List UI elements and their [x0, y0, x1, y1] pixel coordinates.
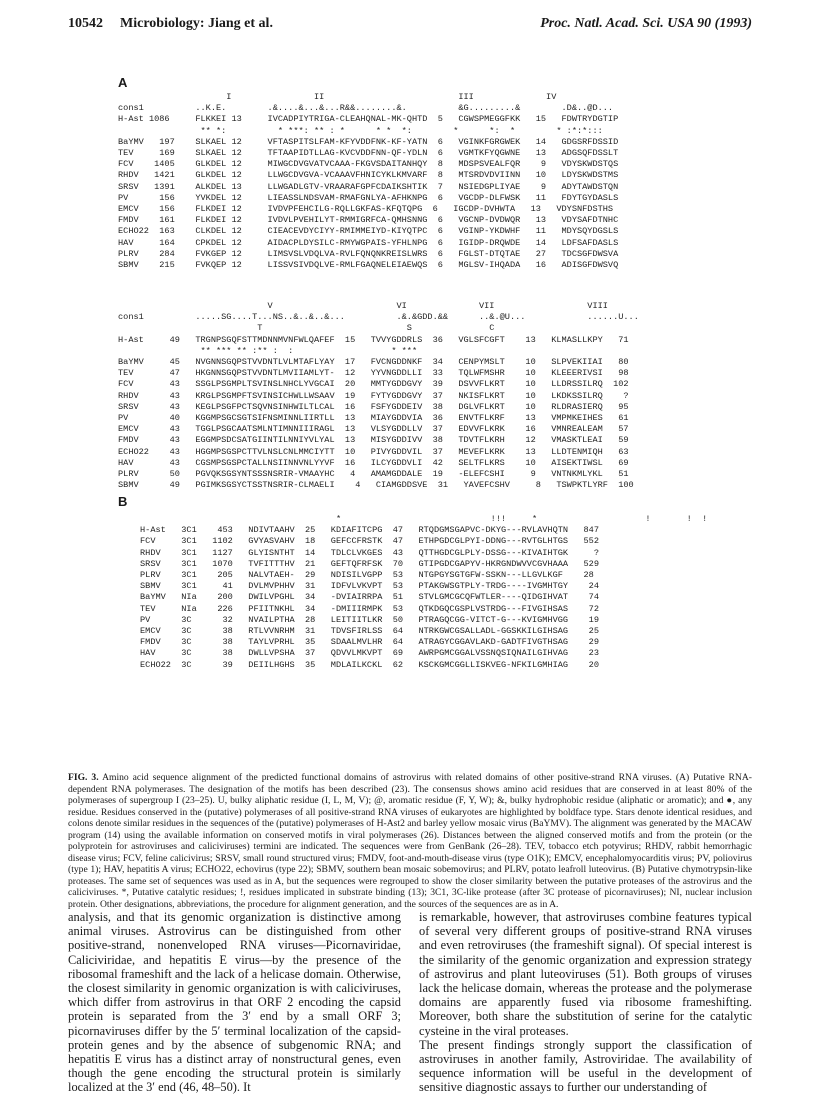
alignment-row: RHDV 1421 GLKDEL 12 LLWGCDVGVA-VCAAAVFHNICYKLKMVARF 8 MTSRDVDVIINN 10 LDYSKWDSTMS: [118, 170, 619, 181]
alignment-row: H-Ast 49 TRGNPSGQFSTTMDNNMVNFWLQAFEF 15 TVVYGDDRLS 36 VGLSFCGFT 13 KLMASLLKPY 71: [118, 334, 629, 345]
alignment-row: ** *** ** :** : : * ***: [118, 345, 418, 356]
alignment-row: * !!! * ! ! !: [140, 514, 708, 524]
alignment-row: ECHO22 3C 39 DEIILHGHS 35 MDLAILKCKL 62 KSCKGMCGGLLISKVEG-NFKILGMHIAG 20: [140, 659, 599, 670]
page-number: 10542: [68, 16, 103, 31]
figure-caption: [68, 772, 752, 910]
alignment-row: TEV NIa 226 PFIITNKHL 34 -DMIIIRMPK 53 QTKDGQCGSPLVSTRDG---FIVGIHSAS 72: [140, 603, 599, 614]
figure-caption-text: Amino acid sequence alignment of the predicted functional domains of astrovirus with related domains of other positive-strand RNA viruses. (A) Putative RNA-dependent RNA polymerases. The designation of the motifs has been described (23). The consensus shows amino acid residues that are conserved in at least 80% of the polymerases of supergroup I (23–25). U, bulky aliphatic residue (I, L, M, V); @, aromatic residue (F, Y, W); &, bulky hydrophobic residue (aliphatic or aromatic); and ●, any residue. Residues conserved in the (putative) polymerases of all positive-strand RNA viruses of eukaryotes are highlighted by boldface type. Stars denote identical residues, and colons denote similar residues in the sequences of the (putative) polymerases of H-Ast2 and barley yellow mosaic virus (BaYMV). The alignment was generated by the MACAW program (14) using the available information on conserved motifs in viral polymerases (26). Distances between the aligned conserved motifs and from the protein (or the polyprotein for astroviruses and caliciviruses) termini are indicated. The sequences were from GenBank (26–28). TEV, tobacco etch potyvirus; RHDV, rabbit hemorrhagic disease virus; FCV, feline calicivirus; SRSV, small round structured virus; FMDV, foot-and-mouth-disease virus (type O1K); EMCV, encephalomyocarditis virus; PV, poliovirus (type 1); HAV, hepatitis A virus; ECHO22, echovirus (type 22); SBMV, southern bean mosaic sobemovirus; and PLRV, potato leafroll luteovirus. (B) Putative chymotrypsin-like proteases. The same set of sequences was used as in A, but the sequences were regrouped to show the closer similarity between the putative proteases of the astrovirus and the caliciviruses. *, Putative catalytic residues; !, residues implicated in substrate binding (13); 3C1, 3C-like protease (after 3C protease of picornaviruses); NI, nuclear inclusion protein. Other designations, abbreviations, the procedure for alignment generation, and the sources of the sequences are as in A.: [68, 772, 752, 910]
alignment-row: EMCV 43 TGGLPSGCAATSMLNTIMNNIIIRAGL 13 VLSYGDDLLV 37 EDVVFLKRK 16 VMNREALEAM 57: [118, 424, 629, 435]
alignment-row: PV 40 KGGMPSGCSGTSIFNSMINNLIIRTLL 13 MIAYGDDVIA 36 ENVTFLKRF 13 VMPMKEIHES 61: [118, 413, 629, 424]
alignment-row: PV 3C 32 NVAILPTHA 28 LEITIITLKR 50 PTRAGQCGG-VITCT-G---KVIGMHVGG 19: [140, 614, 599, 625]
alignment-row: EMCV 156 FLKDEI 12 IVDVPFEHCILG-RQLLGKFAS-KFQTQPG 6 IGCDP-DVHWTA 13 VDYSNFDSTHS: [118, 204, 614, 215]
alignment-row: BaYMV NIa 200 DWILVPGHL 34 -DVIAIRRPA 51 STVLGMCGCQFWTLER----QIDGIHVAT 74: [140, 592, 599, 603]
alignment-row: SBMV 215 FVKQEP 12 LISSVSIVDQLVE-RMLFGAQNELEIAEWQS 6 MGLSV-IHQADA 16 ADISGFDWSVQ: [118, 260, 619, 271]
alignment-row: FMDV 161 FLKDEI 12 IVDVLPVEHILYT-RMMIGRFCA-QMHSNNG 6 VGCNP-DVDWQR 13 VDYSAFDTNHC: [118, 215, 619, 226]
alignment-row: BaYMV 45 NVGNNSGQPSTVVDNTLVLMTAFLYAY 17 FVCNGDDNKF 34 CENPYMSLT 10 SLPVEKIIAI 80: [118, 357, 629, 368]
panel-b-label: B: [118, 494, 128, 509]
alignment-row: TEV 169 SLKAEL 12 TFTAAPIDTLLAG-KVCVDDFNN-QF-YDLN 6 VGMTKFYQGWNE 13 ADGSQFDSSLT: [118, 148, 619, 159]
page-header: [68, 16, 752, 36]
alignment-row: ** *: * ***: ** : * * * *: * *: * * :*:*:::: [118, 125, 603, 136]
figure-label: FIG. 3.: [68, 772, 99, 783]
alignment-row: SRSV 1391 ALKDEL 13 LLWGADLGTV-VRAARAFGPFCDAIKSHTIK 7 NSIEDGPLIYAE 9 ADYTAWDSTQN: [118, 181, 619, 192]
alignment-row: cons1 ..K.E. .&....&...&...R&&........&. &G.........& .D&..@D...: [118, 103, 614, 114]
running-head-left: Microbiology: Jiang et al.: [120, 16, 273, 31]
alignment-row: RHDV 43 KRGLPSGMPFTSVINSICHWLLWSAAV 19 FYTYGDDGVY 37 NKISFLKRT 10 LKDKSSILRQ ?: [118, 390, 629, 401]
alignment-row: HAV 43 CGSMPSGSPCTALLNSIINNVNLYYVF 16 ILCYGDDVLI 42 SELTFLKRS 10 AISEKTIWSL 69: [118, 457, 629, 468]
alignment-row: FCV 1405 GLKDEL 12 MIWGCDVGVATVCAAA-FKGVSDAITANHQY 8 MDSPSVEALFQR 9 VDYSKWDSTQS: [118, 159, 619, 170]
alignment-row: PLRV 50 PGVQKSGSYNTSSSNSRIR-VMAAYHC 4 AMAMGDDALE 19 -ELEFCSHI 9 VNTNKMLYKL 51: [118, 469, 629, 480]
alignment-row: HAV 3C 38 DWLLVPSHA 37 QDVVLMKVPT 69 AWRPGMCGGALVSSNQSIQNAILGIHVAG 23: [140, 648, 599, 659]
running-head-right: Proc. Natl. Acad. Sci. USA 90 (1993): [540, 16, 752, 31]
alignment-row: HAV 164 CPKDEL 12 AIDACPLDYSILC-RMYWGPAIS-YFHLNPG 6 IGIDP-DRQWDE 14 LDFSAFDASLS: [118, 237, 619, 248]
panel-a-label: A: [118, 75, 128, 90]
body-text-left-column: analysis, and that its genomic organization is distinctive among animal viruses. Astrovirus can be distinguished from other positive-strand, nonenveloped RNA viruses—Picornaviridae, Caliciviridae, and hepatitis E virus—by the presence of the ribosomal frameshift and the lack of a helicase domain. Otherwise, the closest similarity in genomic organization is with caliciviruses, which differ from astrovirus in that ORF 2 encoding the capsid protein is separated from the 3′ end by a small ORF 3; picornaviruses differ by the 5′ terminal localization of the capsid-protein genes and by the absence of subgenomic RNA; and hepatitis E virus has a distinct array of nonstructural genes, even though the gene encoding the structural protein is similarly localized at the 3′ end (46, 48–50). It: [68, 910, 401, 1095]
alignment-row: PV 156 YVKDEL 12 LIEASSLNDSVAM-RMAFGNLYA-AFHKNPG 6 VGCDP-DLFWSK 11 FDYTGYDASLS: [118, 192, 619, 203]
alignment-row: cons1 .....SG....T...NS..&..&..&... .&.&GDD.&& ..&.@U... ......U...: [118, 312, 639, 323]
alignment-row: FCV 43 SSGLPSGMPLTSVINSLNHCLYVGCAI 20 MMTYGDDGVY 39 DSVVFLKRT 10 LLDRSSILRQ 102: [118, 379, 629, 390]
alignment-row: FMDV 3C 38 TAYLVPRHL 35 SDAALMVLHR 64 ATRAGYCGGAVLAKD-GADTFIVGTHSAG 29: [140, 637, 599, 648]
alignment-row: SBMV 49 PGIMKSGSYCTSSTNSRIR-CLMAELI 4 CIAMGDDSVE 31 YAVEFCSHV 8 TSWPKTLYRF 100: [118, 480, 634, 491]
alignment-row: FCV 3C1 1102 GVYASVAHV 18 GEFCCFRSTK 47 ETHPGDCGLPYI-DDNG---RVTGLHTGS 552: [140, 536, 599, 547]
alignment-row: ECHO22 43 HGGMPSGSPCTTVLNSLCNLMMCIYTT 10 PIVYGDDVIL 37 MEVEFLKRK 13 LLDTENMIQH 63: [118, 446, 629, 457]
alignment-row: I II III IV: [118, 92, 557, 102]
alignment-row: RHDV 3C1 1127 GLYISNTHT 14 TDLCLVKGES 43 QTTHGDCGLPLY-DSSG---KIVAIHTGK ?: [140, 547, 599, 558]
alignment-row: H-Ast 1086 FLKKEI 13 IVCADPIYTRIGA-CLEAHQNAL-MK-QHTD 5 CGWSPMEGGFKK 15 FDWTRYDGTIP: [118, 114, 619, 125]
alignment-row: SRSV 3C1 1070 TVFITTTHV 21 GEFTQFRFSK 70 GTIPGDCGAPYV-HKRGNDWVVCGVHAAA 529: [140, 558, 599, 569]
alignment-row: BaYMV 197 SLKAEL 12 VFTASPITSLFAM-KFYVDDFNK-KF-YATN 6 VGINKFGRGWEK 14 GDGSRFDSSID: [118, 136, 619, 147]
alignment-row: T S C: [118, 323, 495, 334]
alignment-row: H-Ast 3C1 453 NDIVTAAHV 25 KDIAFITCPG 47 RTQDGMSGAPVC-DKYG---RVLAVHQTN 847: [140, 525, 599, 536]
alignment-panel-a-block-1: [118, 92, 618, 271]
alignment-row: PLRV 284 FVKGEP 12 LIMSVSLVDQLVA-RVLFQNQNKREISLWRS 6 FGLST-DTQTAE 27 TDCSGFDWSVA: [118, 248, 619, 259]
body-text-right-column: is remarkable, however, that astroviruses combine features typical of several very different groups of positive-strand RNA viruses and even retroviruses (the frameshift signal). Of special interest is the similarity of the genomic organization and expression strategy of astrovirus and plant luteoviruses (51). Both groups of viruses lack the helicase domain, whereas the protease and the polymerase domains are apparently fused via ribosome frameshifting. Moreover, both share the substitution of serine for the catalytic cysteine in the viral proteases. The present findings strongly support the classification of astroviruses in another family, Astroviridae. The availability of sequence information will be useful in the development of sensitive diagnostic assays to further our understanding of: [419, 910, 752, 1095]
alignment-row: TEV 47 HKGNNSGQPSTVVDNTLMVIIAMLYT- 12 YYVNGDDLLI 33 TQLWFMSHR 10 KLEEERIVSI 98: [118, 368, 629, 379]
alignment-panel-b: [140, 514, 707, 671]
alignment-row: FMDV 43 EGGMPSDCSATGIINTILNNIYVLYAL 13 MISYGDDIVV 38 TDVTFLKRH 12 VMASKTLEAI 59: [118, 435, 629, 446]
alignment-row: V VI VII VIII: [118, 301, 608, 311]
alignment-row: EMCV 3C 38 RTLVVNRHM 31 TDVSFIRLSS 64 NTRKGWCGSALLADL-GGSKKILGIHSAG 25: [140, 626, 599, 637]
alignment-panel-a-block-2: [118, 301, 639, 491]
alignment-row: SRSV 43 KEGLPSGFPCTSQVNSINHWILTLCAL 16 FSFYGDDEIV 38 DGLVFLKRT 10 RLDRASIERQ 95: [118, 401, 629, 412]
alignment-row: ECHO22 163 CLKDEL 12 CIEACEVDYCIYY-RMIMMEIYD-KIYQTPC 6 VGINP-YKDWHF 11 MDYSQYDGSLS: [118, 226, 619, 237]
alignment-row: PLRV 3C1 205 NALVTAEH- 29 NDISILVGPP 53 NTGPGYSGTGFW-SSKN---LLGVLKGF 28: [140, 570, 594, 581]
alignment-row: SBMV 3C1 41 DVLMVPHHV 31 IDFVLVKVPT 53 PTAKGWSGTPLY-TRDG----IVGMHTGY 24: [140, 581, 599, 592]
